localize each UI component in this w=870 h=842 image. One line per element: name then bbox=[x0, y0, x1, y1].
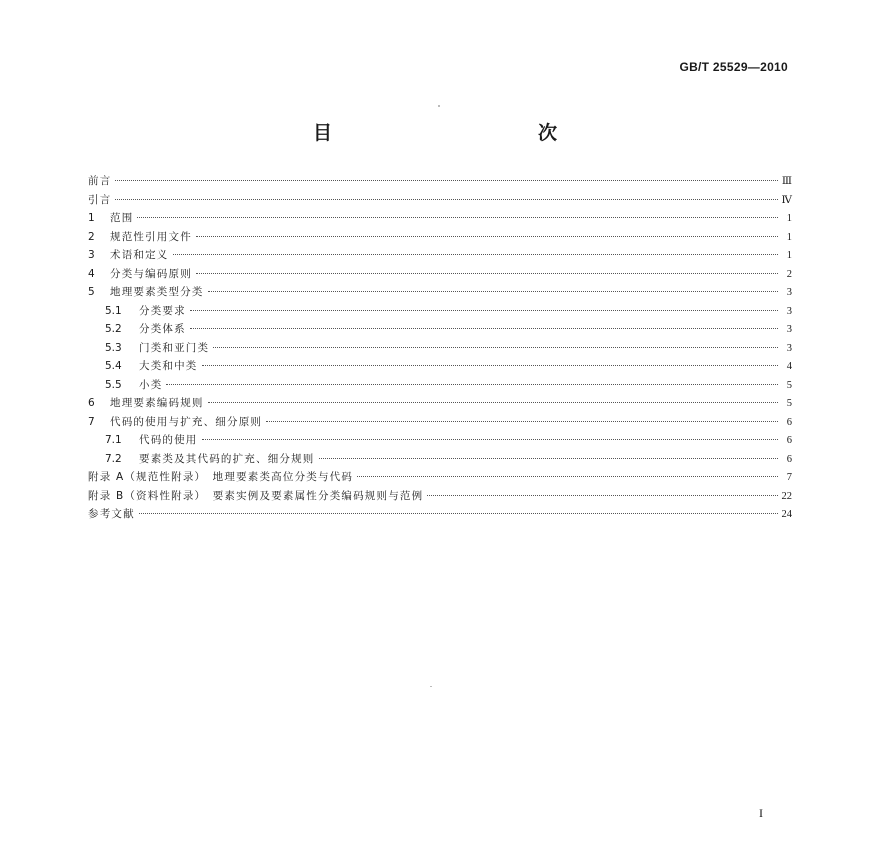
toc-entry-number: 5.1 bbox=[105, 304, 122, 317]
toc-entry-number: 5.4 bbox=[105, 360, 122, 372]
toc-entry-page: 1 bbox=[786, 250, 792, 261]
toc-entry[interactable] bbox=[88, 228, 792, 247]
toc-entry-page: 6 bbox=[786, 435, 792, 446]
toc-leader-dots bbox=[208, 291, 778, 292]
toc-entry-title: 门类和亚门类 bbox=[139, 341, 210, 354]
toc-entry-title: 术语和定义 bbox=[110, 249, 169, 261]
table-of-contents bbox=[88, 172, 792, 524]
toc-entry-title: 引言 bbox=[88, 193, 112, 206]
toc-entry[interactable] bbox=[88, 468, 792, 487]
toc-entry[interactable] bbox=[88, 413, 792, 432]
toc-entry[interactable] bbox=[88, 376, 792, 395]
toc-entry-page: 7 bbox=[786, 472, 792, 483]
toc-leader-dots bbox=[137, 217, 778, 218]
toc-entry-page: 4 bbox=[786, 361, 792, 372]
toc-leader-dots bbox=[202, 365, 779, 366]
toc-entry[interactable] bbox=[88, 172, 792, 191]
toc-entry-title: 大类和中类 bbox=[139, 360, 198, 372]
toc-entry[interactable] bbox=[88, 357, 792, 376]
toc-entry-title: 分类与编码原则 bbox=[110, 267, 192, 280]
toc-entry-title: 参考文献 bbox=[88, 508, 135, 520]
toc-entry-title: 地理要素编码规则 bbox=[110, 397, 204, 409]
toc-entry[interactable] bbox=[88, 487, 792, 506]
toc-entry-number: 4 bbox=[88, 267, 95, 280]
scan-speck bbox=[438, 105, 440, 107]
toc-entry-page: 3 bbox=[786, 305, 792, 317]
toc-entry-title: 要素类及其代码的扩充、细分规则 bbox=[139, 452, 315, 465]
toc-entry-page: 3 bbox=[786, 324, 792, 335]
page-number: I bbox=[759, 806, 763, 820]
toc-entry-page: 5 bbox=[786, 379, 792, 391]
toc-entry-page: 1 bbox=[786, 213, 792, 224]
toc-entry[interactable] bbox=[88, 431, 792, 450]
toc-leader-dots bbox=[166, 384, 778, 385]
toc-entry-number: 5 bbox=[88, 286, 95, 298]
toc-entry-number: 7 bbox=[88, 415, 95, 428]
toc-entry-page: 24 bbox=[781, 509, 792, 520]
toc-entry-title: 范围 bbox=[110, 212, 134, 224]
toc-leader-dots bbox=[115, 199, 777, 200]
toc-entry[interactable] bbox=[88, 191, 792, 210]
toc-entry[interactable] bbox=[88, 339, 792, 358]
toc-leader-dots bbox=[196, 236, 778, 237]
toc-entry[interactable] bbox=[88, 450, 792, 469]
toc-entry-page: 6 bbox=[786, 416, 792, 428]
toc-entry-title: 附录 B（资料性附录） 要素实例及要素属性分类编码规则与范例 bbox=[88, 489, 424, 502]
toc-entry[interactable] bbox=[88, 246, 792, 265]
toc-entry-page: 6 bbox=[786, 453, 792, 465]
toc-entry-title: 分类体系 bbox=[139, 323, 186, 335]
toc-leader-dots bbox=[266, 421, 778, 422]
toc-entry[interactable] bbox=[88, 302, 792, 321]
toc-entry-title: 代码的使用 bbox=[139, 434, 198, 446]
toc-entry-page: Ⅲ bbox=[781, 176, 792, 187]
toc-entry[interactable] bbox=[88, 265, 792, 284]
page-title: 目 次 bbox=[312, 122, 613, 144]
toc-entry-title: 前言 bbox=[88, 175, 112, 187]
toc-entry-number: 7.2 bbox=[105, 452, 122, 465]
toc-leader-dots bbox=[115, 180, 777, 181]
toc-entry-page: 5 bbox=[786, 398, 792, 409]
scan-speck bbox=[430, 686, 432, 687]
toc-entry[interactable] bbox=[88, 283, 792, 302]
toc-entry-page: Ⅳ bbox=[781, 194, 792, 206]
toc-entry-number: 6 bbox=[88, 397, 95, 409]
toc-entry-page: 1 bbox=[786, 231, 792, 243]
standard-number: GB/T 25529—2010 bbox=[679, 60, 788, 74]
toc-entry-page: 22 bbox=[781, 490, 792, 502]
toc-leader-dots bbox=[357, 476, 778, 477]
toc-leader-dots bbox=[190, 310, 778, 311]
toc-entry-title: 附录 A（规范性附录） 地理要素类高位分类与代码 bbox=[88, 471, 354, 483]
toc-entry-title: 分类要求 bbox=[139, 304, 186, 317]
toc-leader-dots bbox=[173, 254, 779, 255]
toc-entry-title: 地理要素类型分类 bbox=[110, 286, 204, 298]
toc-leader-dots bbox=[190, 328, 778, 329]
toc-entry-title: 规范性引用文件 bbox=[110, 230, 192, 243]
toc-entry[interactable] bbox=[88, 320, 792, 339]
toc-leader-dots bbox=[139, 513, 778, 514]
toc-leader-dots bbox=[202, 439, 779, 440]
toc-entry[interactable] bbox=[88, 505, 792, 524]
toc-entry-number: 7.1 bbox=[105, 434, 122, 446]
toc-entry[interactable] bbox=[88, 394, 792, 413]
toc-entry-title: 小类 bbox=[139, 378, 163, 391]
toc-leader-dots bbox=[319, 458, 779, 459]
toc-entry-page: 3 bbox=[786, 342, 792, 354]
toc-entry-number: 5.2 bbox=[105, 323, 122, 335]
toc-leader-dots bbox=[196, 273, 778, 274]
toc-entry-page: 2 bbox=[786, 268, 792, 280]
toc-entry-page: 3 bbox=[786, 287, 792, 298]
toc-leader-dots bbox=[208, 402, 778, 403]
toc-entry-number: 2 bbox=[88, 230, 95, 243]
toc-leader-dots bbox=[213, 347, 778, 348]
toc-entry-number: 5.3 bbox=[105, 341, 122, 354]
toc-entry-title: 代码的使用与扩充、细分原则 bbox=[110, 415, 263, 428]
toc-leader-dots bbox=[427, 495, 777, 496]
toc-entry[interactable] bbox=[88, 209, 792, 228]
toc-entry-number: 3 bbox=[88, 249, 95, 261]
toc-entry-number: 5.5 bbox=[105, 378, 122, 391]
toc-entry-number: 1 bbox=[88, 212, 95, 224]
